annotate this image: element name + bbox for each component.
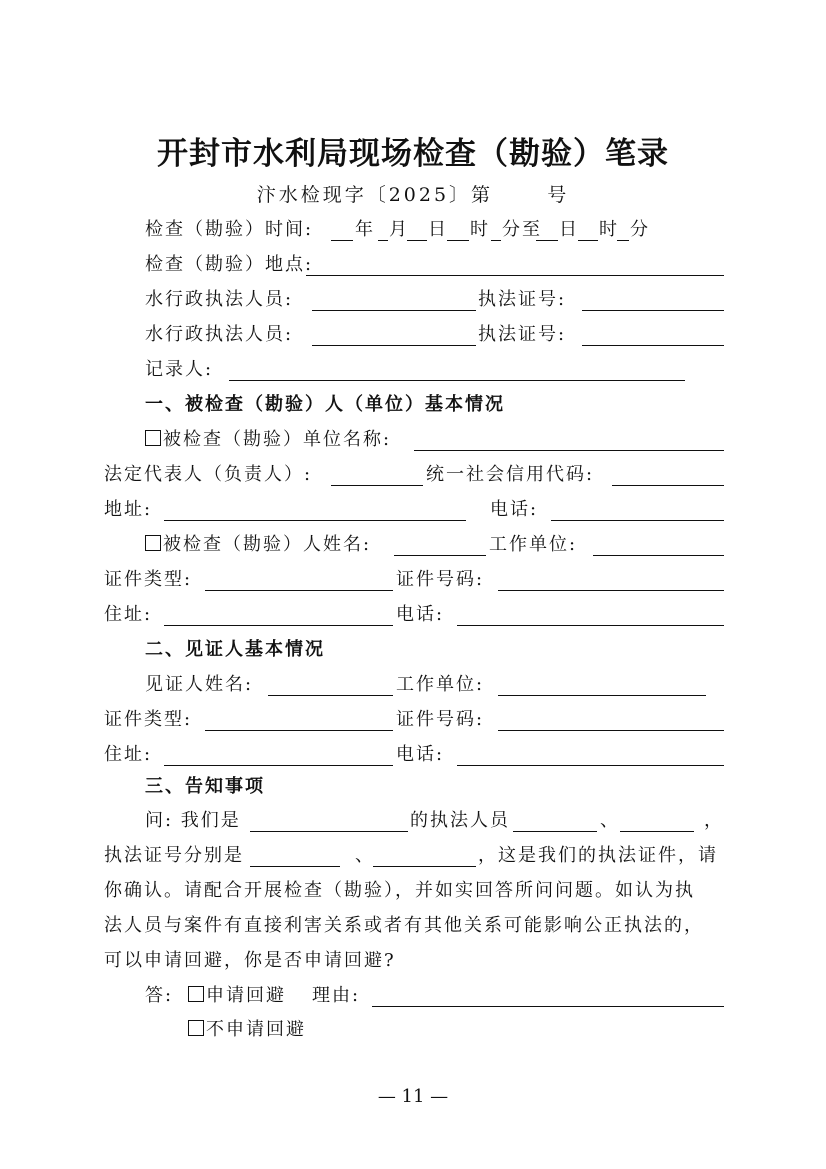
cert-numbers-prefix: 执法证号分别是 <box>104 845 244 866</box>
not-apply-label: 不申请回避 <box>206 1019 306 1040</box>
id-number-field[interactable] <box>498 590 724 591</box>
cert-field-1[interactable] <box>582 310 724 311</box>
officer-name-field-2[interactable] <box>620 831 694 832</box>
id-type-label: 证件类型: <box>104 569 193 590</box>
place-label: 检查（勘验）地点: <box>145 254 314 275</box>
witness-id-type-label: 证件类型: <box>104 709 193 730</box>
notice-text-3: 你确认。请配合开展检查（勘验），并如实回答所问问题。如认为执 <box>104 880 695 901</box>
section3-heading-line <box>0 772 826 802</box>
credit-code-field[interactable] <box>612 485 724 486</box>
time-label: 检查（勘验）时间: <box>145 219 314 240</box>
residence-line-1 <box>0 600 826 630</box>
section3-heading: 三、告知事项 <box>145 776 265 797</box>
recorder-line <box>0 355 826 385</box>
phone-field[interactable] <box>551 520 724 521</box>
page-number: — 11 — <box>377 1086 449 1107</box>
minute2-unit: 分 <box>630 219 650 240</box>
hour-unit: 时 <box>470 219 490 240</box>
id-number-label: 证件号码: <box>396 569 485 590</box>
unit-checkbox[interactable] <box>145 430 161 446</box>
unit-name-field[interactable] <box>414 450 724 451</box>
person-checkbox[interactable] <box>145 535 161 551</box>
question-line-5 <box>0 946 826 976</box>
unit-name-line <box>0 425 826 455</box>
officer-name-field-1[interactable] <box>513 831 597 832</box>
work-unit-label: 工作单位: <box>489 534 578 555</box>
recorder-label: 记录人: <box>145 359 214 380</box>
legal-rep-line <box>0 460 826 490</box>
question-line-2 <box>0 841 826 871</box>
id-line-1 <box>0 565 826 595</box>
not-apply-line <box>0 1015 826 1045</box>
cert-field-2[interactable] <box>582 345 724 346</box>
question-mid: 的执法人员 <box>410 810 510 831</box>
cert-label: 执法证号: <box>478 289 567 310</box>
month-unit: 月 <box>389 219 409 240</box>
officer-line-2 <box>0 320 826 350</box>
phone2-label: 电话: <box>396 604 445 625</box>
person-name-field[interactable] <box>394 555 486 556</box>
not-apply-checkbox[interactable] <box>188 1020 204 1036</box>
document-number: 汴水检现字〔2025〕第 号 <box>256 184 570 206</box>
cert-numbers-rest: ，这是我们的执法证件，请 <box>478 845 718 866</box>
residence-line-2 <box>0 740 826 770</box>
minute2-field[interactable] <box>617 240 629 241</box>
person-name-line <box>0 530 826 560</box>
phone2-field[interactable] <box>457 625 724 626</box>
work-unit-field[interactable] <box>593 555 724 556</box>
credit-code-label: 统一社会信用代码: <box>426 464 595 485</box>
cert-numbers-sep: 、 <box>355 845 375 866</box>
person-name-label: 被检查（勘验）人姓名: <box>163 534 372 555</box>
legal-rep-field[interactable] <box>331 485 423 486</box>
residence-label: 住址: <box>104 604 153 625</box>
hour2-unit: 时 <box>599 219 619 240</box>
question-end: ， <box>704 810 724 831</box>
apply-checkbox[interactable] <box>188 986 204 1002</box>
section2-heading: 二、见证人基本情况 <box>145 639 325 660</box>
address-field[interactable] <box>164 520 466 521</box>
cert-number-field-1[interactable] <box>250 866 340 867</box>
place-line <box>0 250 826 280</box>
question-prefix: 问: 我们是 <box>145 810 241 831</box>
question-line-4 <box>0 911 826 941</box>
minute-to-unit: 分至 <box>502 219 542 240</box>
notice-text-4: 法人员与案件有直接利害关系或者有其他关系可能影响公正执法的， <box>104 915 704 936</box>
document-title: 开封市水利局现场检查（勘验）笔录 <box>157 136 669 172</box>
year-unit: 年 <box>355 219 375 240</box>
month-field[interactable] <box>378 240 388 241</box>
day-unit: 日 <box>428 219 448 240</box>
witness-name-label: 见证人姓名: <box>145 674 254 695</box>
person-checkbox-wrap <box>145 530 371 560</box>
witness-residence-label: 住址: <box>104 744 153 765</box>
hour2-field[interactable] <box>578 240 598 241</box>
cert-label: 执法证号: <box>478 324 567 345</box>
day2-field[interactable] <box>536 240 558 241</box>
agency-field[interactable] <box>250 831 408 832</box>
witness-residence-field[interactable] <box>164 765 393 766</box>
hour-field[interactable] <box>447 240 469 241</box>
minute-field[interactable] <box>491 240 501 241</box>
witness-work-unit-field[interactable] <box>498 695 706 696</box>
place-field[interactable] <box>306 275 724 276</box>
witness-phone-field[interactable] <box>457 765 724 766</box>
reason-field[interactable] <box>372 1006 724 1007</box>
question-sep: 、 <box>600 810 620 831</box>
address-line <box>0 495 826 525</box>
reason-label: 理由: <box>312 985 361 1006</box>
section2-heading-line <box>0 635 826 665</box>
legal-rep-label: 法定代表人（负责人）: <box>104 464 313 485</box>
officer-label: 水行政执法人员: <box>145 289 294 310</box>
answer-prefix: 答: <box>145 985 174 1006</box>
witness-id-type-field[interactable] <box>205 730 393 731</box>
answer-line <box>0 981 826 1011</box>
witness-name-field[interactable] <box>268 695 393 696</box>
address-label: 地址: <box>104 499 153 520</box>
witness-phone-label: 电话: <box>396 744 445 765</box>
witness-id-number-field[interactable] <box>498 730 724 731</box>
apply-label: 申请回避 <box>206 985 286 1006</box>
year-field[interactable] <box>331 240 353 241</box>
apply-option <box>188 981 286 1011</box>
witness-work-unit-label: 工作单位: <box>396 674 485 695</box>
residence-field[interactable] <box>164 625 393 626</box>
question-line-1 <box>0 806 826 836</box>
officer-field-1[interactable] <box>312 310 476 311</box>
not-apply-option <box>188 1015 306 1045</box>
recorder-field[interactable] <box>229 380 685 381</box>
day-field[interactable] <box>407 240 427 241</box>
unit-name-label: 被检查（勘验）单位名称: <box>163 429 392 450</box>
day2-unit: 日 <box>559 219 579 240</box>
officer-field-2[interactable] <box>312 345 476 346</box>
witness-id-number-label: 证件号码: <box>396 709 485 730</box>
section1-heading: 一、被检查（勘验）人（单位）基本情况 <box>145 394 505 415</box>
id-type-field[interactable] <box>205 590 393 591</box>
unit-name-checkbox-wrap <box>145 425 391 455</box>
time-line <box>0 215 826 245</box>
id-line-2 <box>0 705 826 735</box>
phone-label: 电话: <box>490 499 539 520</box>
officer-label: 水行政执法人员: <box>145 324 294 345</box>
notice-text-5: 可以申请回避，你是否申请回避? <box>104 950 396 971</box>
witness-line <box>0 670 826 700</box>
cert-number-field-2[interactable] <box>373 866 476 867</box>
question-line-3 <box>0 876 826 906</box>
section1-heading-line <box>0 390 826 420</box>
officer-line-1 <box>0 285 826 315</box>
